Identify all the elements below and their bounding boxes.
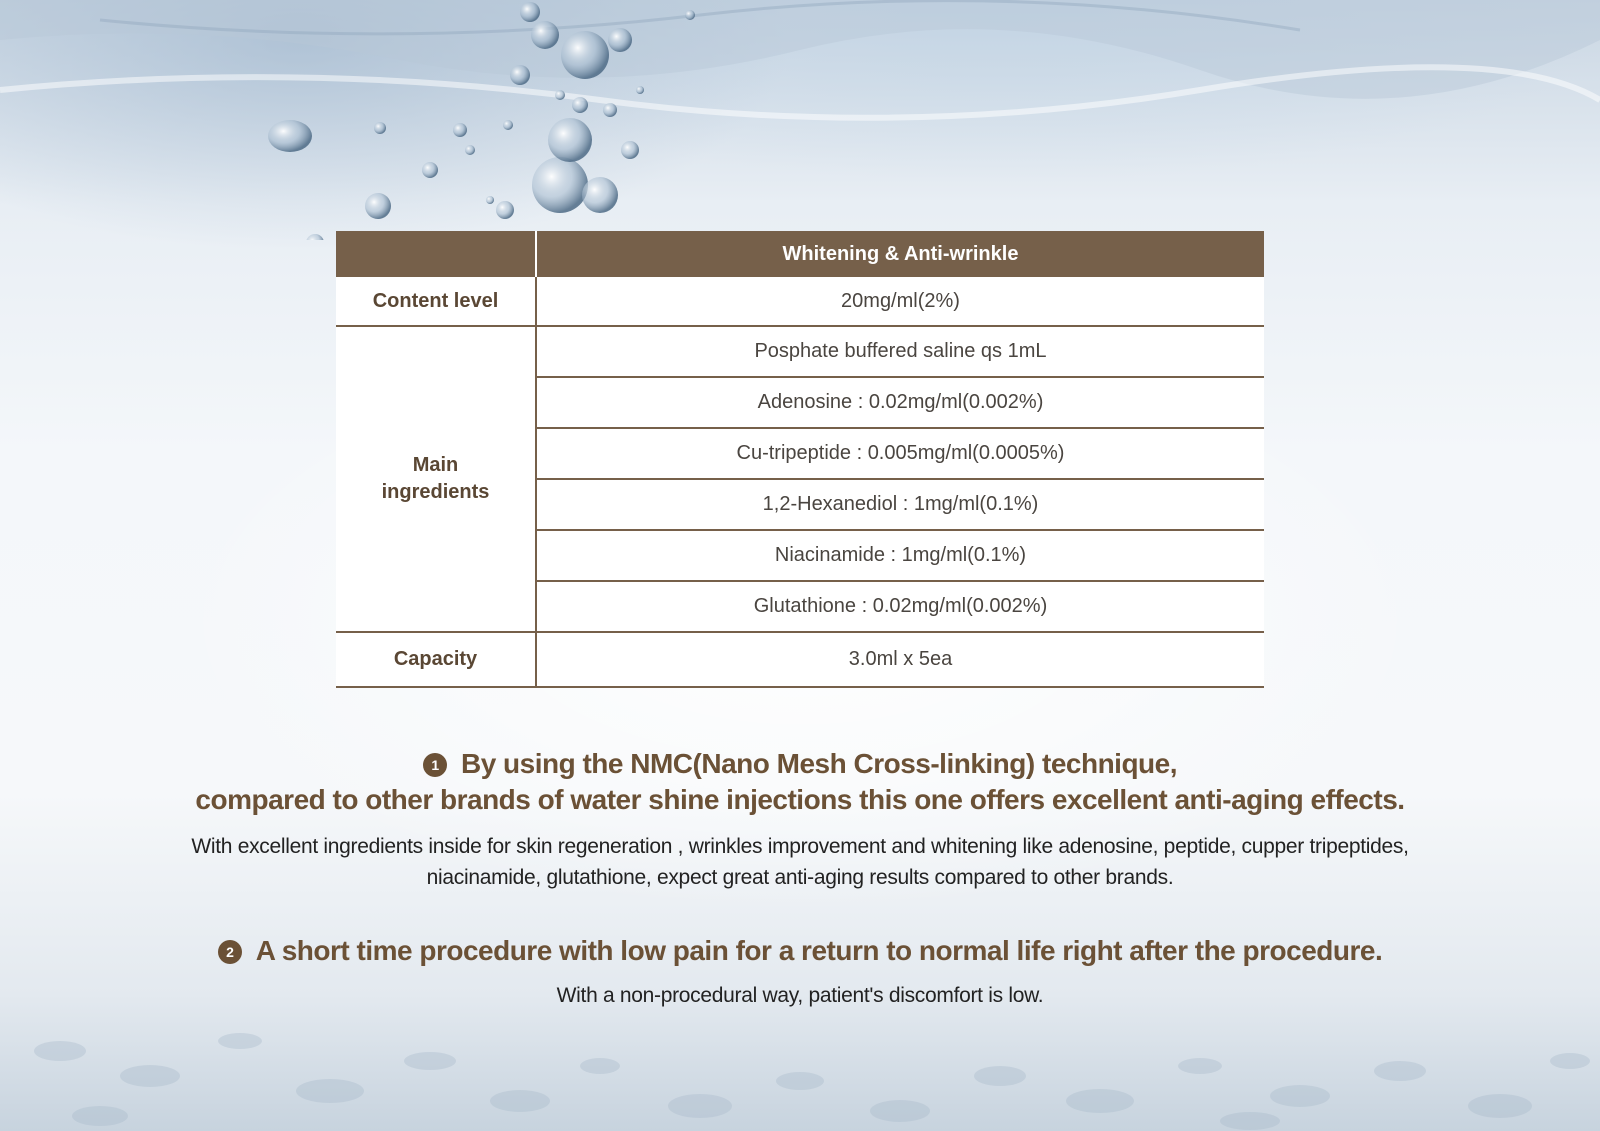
point-1-description xyxy=(0,831,1600,893)
content-level-value: 20mg/ml(2%) xyxy=(536,277,1264,326)
point-1-desc-line1: With excellent ingredients inside for skin regeneration , wrinkles improvement and whitening like adenosine, peptide, cupper tripeptides, xyxy=(191,835,1409,858)
main-ingredients-label-line1: Main xyxy=(412,454,459,476)
table-header-title: Whitening & Anti-wrinkle xyxy=(536,231,1264,277)
point-1-desc-line2: niacinamide, glutathione, expect great anti-aging results compared to other brands. xyxy=(426,866,1174,889)
point-2-heading xyxy=(0,933,1600,969)
ingredient-value: Adenosine : 0.02mg/ml(0.002%) xyxy=(536,377,1264,428)
point-1-title-text: By using the NMC(Nano Mesh Cross-linking) technique, xyxy=(460,748,1178,779)
point-2-title-text: A short time procedure with low pain for a return to normal life right after the procedure. xyxy=(255,935,1383,966)
ingredient-row xyxy=(336,326,1264,377)
ingredient-value: Posphate buffered saline qs 1mL xyxy=(536,326,1264,377)
main-ingredients-label xyxy=(336,326,536,632)
point-1-title-line1 xyxy=(0,746,1600,782)
ingredient-value: 1,2-Hexanediol : 1mg/ml(0.1%) xyxy=(536,479,1264,530)
capacity-label: Capacity xyxy=(336,632,536,687)
table-header-empty xyxy=(336,231,536,277)
ingredient-value: Glutathione : 0.02mg/ml(0.002%) xyxy=(536,581,1264,632)
ingredient-value: Cu-tripeptide : 0.005mg/ml(0.0005%) xyxy=(536,428,1264,479)
water-bubbles-image xyxy=(0,0,1600,240)
capacity-row xyxy=(336,632,1264,687)
content-level-row xyxy=(336,277,1264,326)
point-1-heading xyxy=(0,746,1600,818)
main-ingredients-label-line2: ingredients xyxy=(381,481,490,503)
point-2-desc-line1: With a non-procedural way, patient's discomfort is low. xyxy=(556,984,1044,1007)
spec-table xyxy=(336,231,1264,688)
ingredient-value: Niacinamide : 1mg/ml(0.1%) xyxy=(536,530,1264,581)
number-1-badge: 1 xyxy=(423,753,447,777)
content-level-label: Content level xyxy=(336,277,536,326)
number-2-badge: 2 xyxy=(218,940,242,964)
capacity-value: 3.0ml x 5ea xyxy=(536,632,1264,687)
point-2-description xyxy=(0,980,1600,1011)
table-header-row xyxy=(336,231,1264,277)
point-1-title-line2: compared to other brands of water shine injections this one offers excellent anti-aging effects. xyxy=(195,784,1405,815)
